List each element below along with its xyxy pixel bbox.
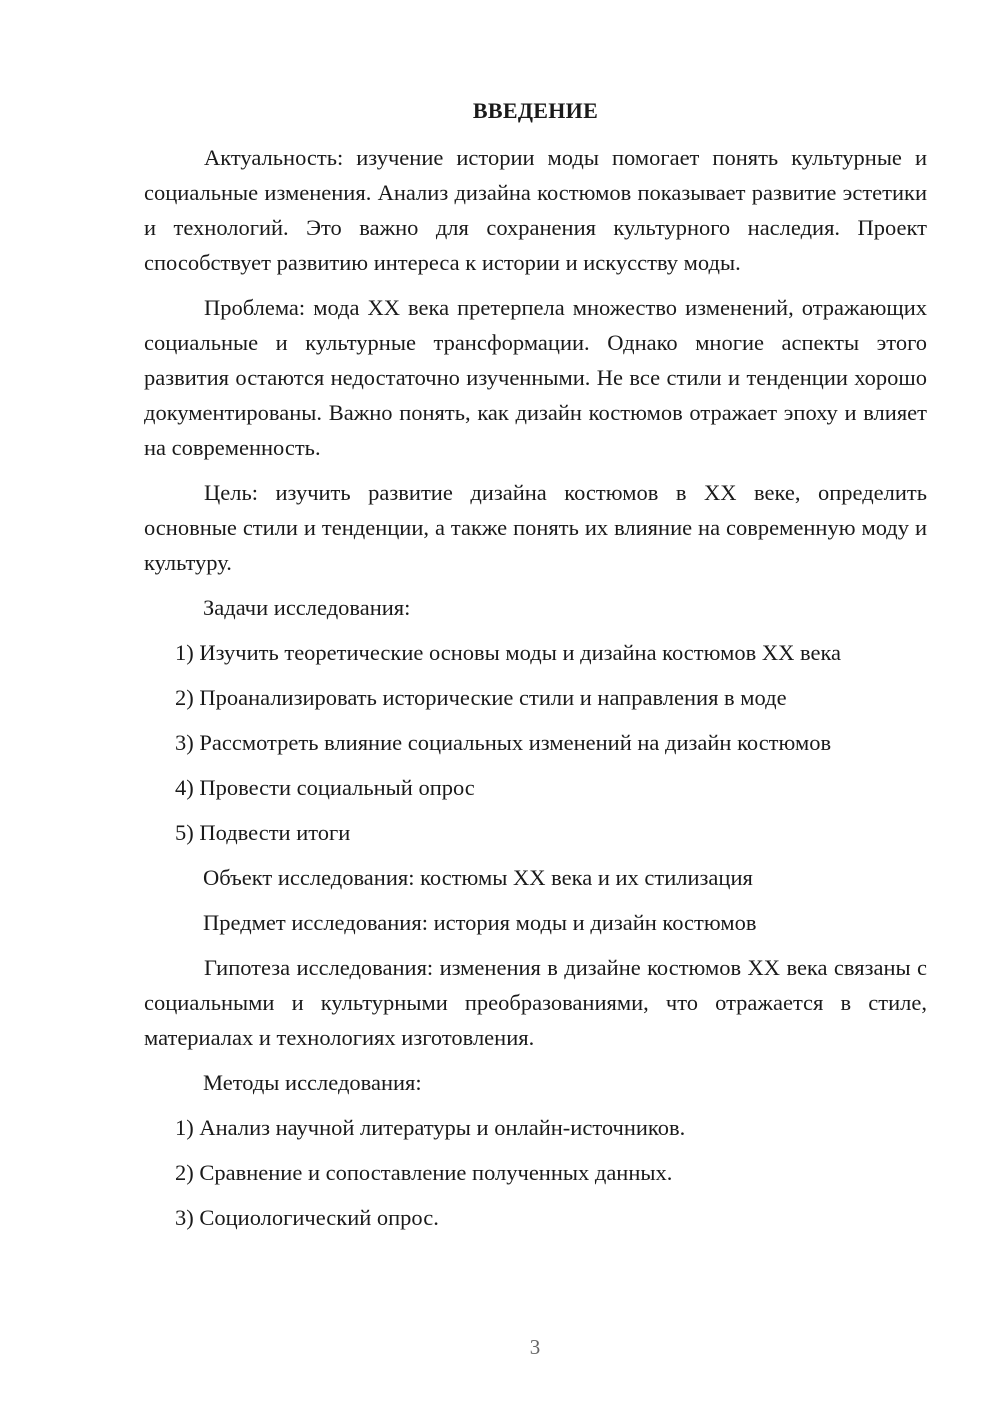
tasks-heading: Задачи исследования: (203, 595, 411, 620)
method-item: 1) Анализ научной литературы и онлайн-источников. (175, 1115, 686, 1140)
document-page (144, 96, 927, 1245)
method-item: 3) Социологический опрос. (175, 1205, 439, 1230)
page-number: 3 (529, 1335, 541, 1359)
task-item: 1) Изучить теоретические основы моды и дизайна костюмов XX века (175, 640, 842, 665)
method-item: 2) Сравнение и сопоставление полученных данных. (175, 1160, 673, 1185)
task-item: 3) Рассмотреть влияние социальных изменений на дизайн костюмов (175, 730, 832, 755)
relevance-paragraph: Актуальность: изучение истории моды помогает понять культурные и социальные изменения. Анализ дизайна костюмов показывает развитие эстетики и технологий. Это важно для сохранения культурного наследия. Проект способствует развитию интереса к истории и искусству моды. (144, 145, 927, 275)
task-item: 5) Подвести итоги (175, 820, 351, 845)
hypothesis-paragraph: Гипотеза исследования: изменения в дизайне костюмов XX века связаны с социальными и культурными преобразованиями, что отражается в стиле, материалах и технологиях изготовления. (144, 955, 927, 1050)
goal-paragraph: Цель: изучить развитие дизайна костюмов в XX веке, определить основные стили и тенденции, а также понять их влияние на современную моду и культуру. (144, 480, 927, 575)
methods-heading: Методы исследования: (203, 1070, 422, 1095)
section-title: ВВЕДЕНИЕ (472, 98, 599, 123)
research-subject: Предмет исследования: история моды и дизайн костюмов (203, 910, 757, 935)
task-item: 4) Провести социальный опрос (175, 775, 475, 800)
problem-paragraph: Проблема: мода XX века претерпела множество изменений, отражающих социальные и культурные трансформации. Однако многие аспекты этого развития остаются недостаточно изученными. Не все стили и тенденции хорошо документированы. Важно понять, как дизайн костюмов отражает эпоху и влияет на современность. (144, 295, 927, 460)
task-item: 2) Проанализировать исторические стили и направления в моде (175, 685, 787, 710)
research-object: Объект исследования: костюмы XX века и их стилизация (203, 865, 753, 890)
